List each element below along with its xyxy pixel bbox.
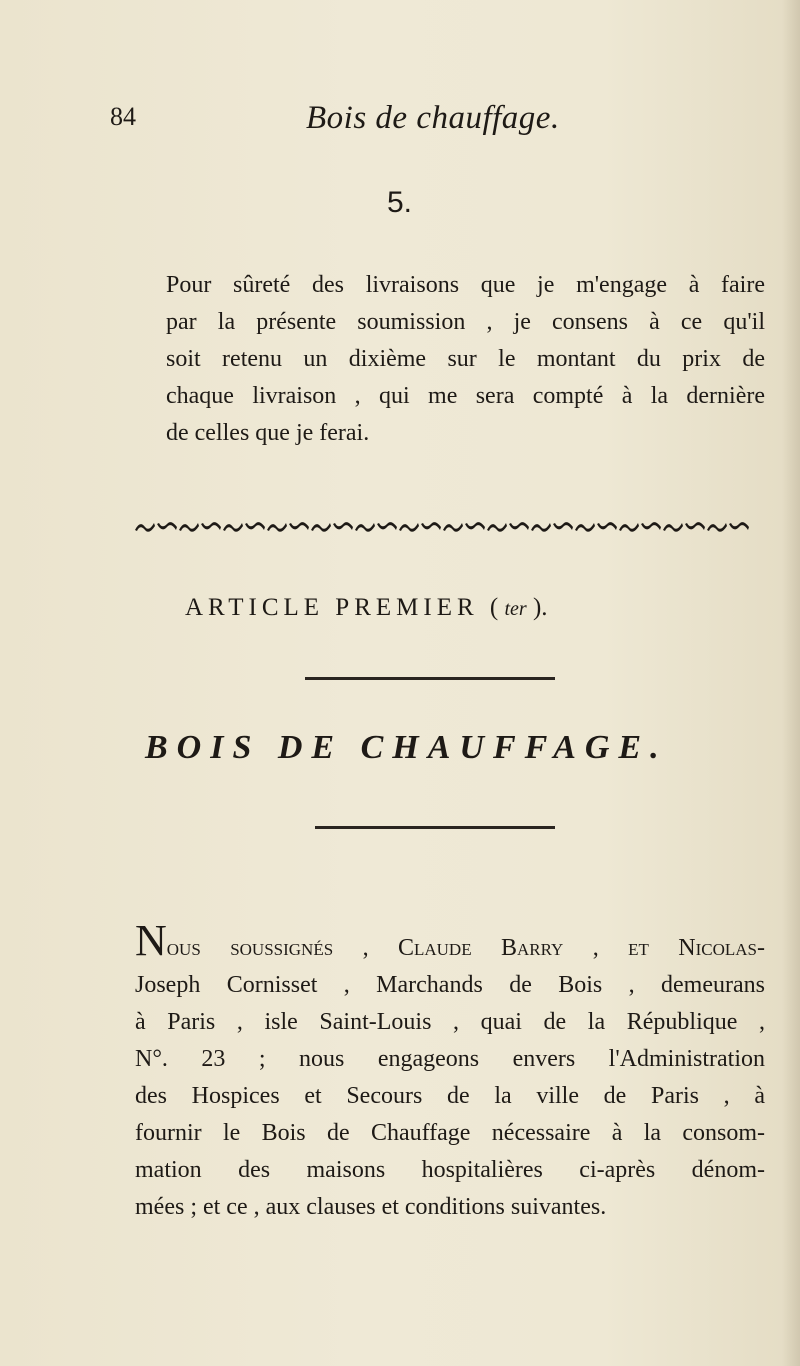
declaration-line-1-rest: ous soussignés , Claude Barry , et Nicolas- [166, 935, 765, 961]
ornament-glyph [597, 522, 617, 530]
ornament-glyph [487, 523, 507, 532]
section-title: BOIS DE CHAUFFAGE. [145, 729, 668, 766]
clause-line: chaque livraison , qui me sera compté à la dernière [166, 383, 765, 409]
ornament-glyph [663, 523, 683, 532]
ornament-glyph [245, 522, 265, 530]
ter-close: ). [526, 594, 548, 621]
ornament-glyph [135, 523, 155, 532]
ornament-glyph [641, 522, 661, 530]
declaration-paragraph [135, 916, 765, 1226]
declaration-line: mation des maisons hospitalières ci-après dénom- [135, 1157, 765, 1183]
ornament-glyph [179, 523, 199, 532]
declaration-line: fournir le Bois de Chauffage nécessaire à la consom- [135, 1120, 765, 1146]
clause-line: par la présente soumission , je consens à ce qu'il [166, 309, 765, 335]
ornament-glyph [465, 522, 485, 530]
clause-paragraph [135, 267, 765, 452]
clause-line: soit retenu un dixième sur le montant du prix de [166, 346, 765, 372]
declaration-line: Joseph Cornisset , Marchands de Bois , demeurans [135, 972, 765, 998]
ornament-glyph [553, 522, 573, 530]
ter-open: ( [489, 594, 505, 621]
ornament-glyph [333, 522, 353, 530]
running-title: Bois de chauffage. [306, 100, 560, 136]
ornament-glyph [729, 522, 749, 530]
ornament-glyph [399, 523, 419, 532]
ornament-glyph [509, 522, 529, 530]
ornament-glyph [267, 523, 287, 532]
divider-rule-bottom [315, 826, 555, 829]
ornament-glyph [707, 523, 727, 532]
divider-rule-top [305, 677, 555, 680]
ornament-glyph [421, 522, 441, 530]
article-ter [490, 594, 548, 621]
ornament-glyph [575, 523, 595, 532]
ornament-glyph [201, 522, 221, 530]
article-heading-text: ARTICLE PREMIER [185, 594, 479, 621]
declaration-line [135, 916, 765, 967]
ornamental-divider [133, 518, 756, 536]
declaration-line: mées ; et ce , aux clauses et conditions suivantes. [135, 1194, 607, 1220]
ornament-glyph [619, 523, 639, 532]
ornament-glyph [223, 523, 243, 532]
page-number: 84 [110, 102, 136, 131]
ornament-glyph [157, 522, 177, 530]
declaration-line: à Paris , isle Saint-Louis , quai de la République , [135, 1009, 765, 1035]
ornament-glyph [377, 522, 397, 530]
ornament-glyph [531, 523, 551, 532]
drop-cap: N [135, 916, 167, 965]
ter-text: ter [504, 598, 527, 620]
page-header [110, 100, 730, 140]
declaration-line: des Hospices et Secours de la ville de Paris , à [135, 1083, 765, 1109]
ornament-glyph [685, 522, 705, 530]
clause-line: de celles que je ferai. [166, 420, 370, 446]
ornament-glyph [289, 522, 309, 530]
ornament-glyph [355, 523, 375, 532]
article-heading [185, 594, 725, 622]
ornament-glyph [311, 523, 331, 532]
declaration-line: N°. 23 ; nous engageons envers l'Administration [135, 1046, 765, 1072]
ornament-glyph [443, 523, 463, 532]
clause-number: 5. [387, 186, 413, 219]
clause-line: Pour sûreté des livraisons que je m'engage à faire [166, 272, 765, 298]
